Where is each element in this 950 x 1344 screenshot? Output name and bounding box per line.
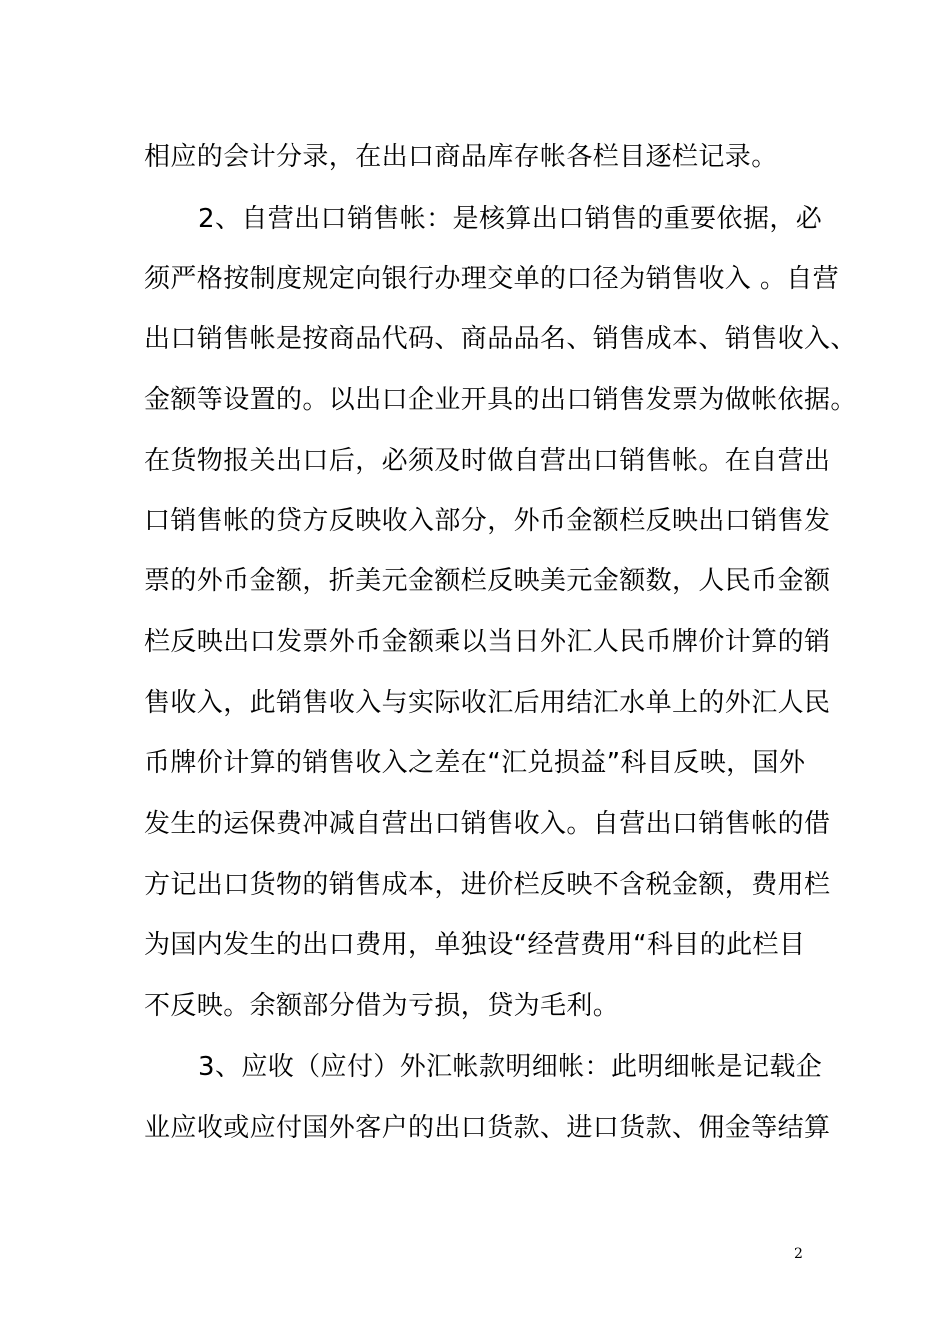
text-line: 口销售帐的贷方反映收入部分，外币金额栏反映出口销售发 xyxy=(144,506,831,536)
text-line: 金额等设置的。以出口企业开具的出口销售发票为做帐依据。 xyxy=(144,385,857,415)
text-line: 方记出口货物的销售成本，进价栏反映不含税金额，费用栏 xyxy=(144,870,831,900)
text-line: 发生的运保费冲减自营出口销售收入。自营出口销售帐的借 xyxy=(144,809,831,839)
text-line: 票的外币金额，折美元金额栏反映美元金额数，人民币金额 xyxy=(144,566,831,596)
text-line: 不反映。余额部分借为亏损，贷为毛利。 xyxy=(144,991,620,1021)
text-line: 售收入，此销售收入与实际收汇后用结汇水单上的外汇人民 xyxy=(144,688,831,718)
text-line: 为国内发生的出口费用，单独设“经营费用“科目的此栏目 xyxy=(144,930,806,960)
text-line: 出口销售帐是按商品代码、商品品名、销售成本、销售收入、 xyxy=(144,324,857,354)
text-line: 须严格按制度规定向银行办理交单的口径为销售收入 。自营 xyxy=(144,264,840,294)
paragraph-2-first-line: 2、自营出口销售帐：是核算出口销售的重要依据，必 xyxy=(198,204,823,234)
text-line: 在货物报关出口后，必须及时做自营出口销售帐。在自营出 xyxy=(144,446,831,476)
text-line: 相应的会计分录，在出口商品库存帐各栏目逐栏记录。 xyxy=(144,142,778,172)
paragraph-3-first-line: 3、应收（应付）外汇帐款明细帐：此明细帐是记载企 xyxy=(198,1052,823,1082)
text-line: 栏反映出口发票外币金额乘以当日外汇人民币牌价计算的销 xyxy=(144,627,831,657)
text-line: 业应收或应付国外客户的出口货款、进口货款、佣金等结算 xyxy=(144,1113,831,1143)
text-line: 币牌价计算的销售收入之差在“汇兑损益”科目反映，国外 xyxy=(144,748,806,778)
page-number: 2 xyxy=(794,1246,803,1262)
